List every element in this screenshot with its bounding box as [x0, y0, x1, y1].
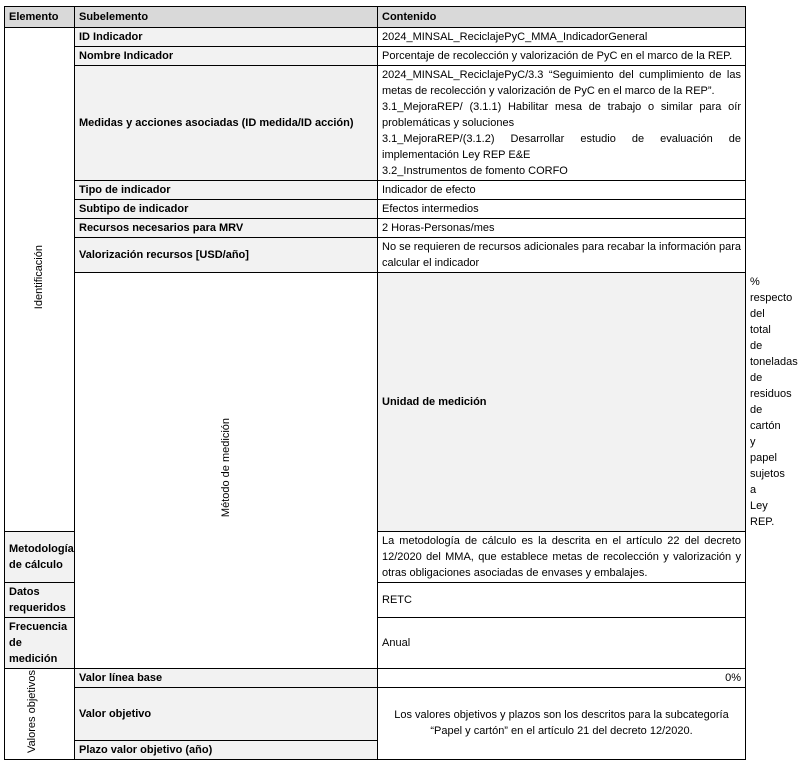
row-value-valor-objetivo: Los valores objetivos y plazos son los descritos para la subcategoría “Papel y cartón” en el artículo 21 del decreto 12/2020.: [378, 688, 746, 760]
medida-line-2: 3.1_MejoraREP/ (3.1.1) Habilitar mesa de trabajo o similar para oír problemáticas y soluciones: [382, 101, 741, 129]
row-value-medidas: [378, 66, 746, 181]
group-valores: [5, 669, 75, 760]
table-row: [5, 28, 746, 47]
table-row: [5, 47, 746, 66]
row-label-unidad: Unidad de medición: [378, 273, 746, 532]
row-label-valor-objetivo: Valor objetivo: [75, 688, 378, 741]
header-subelemento: Subelemento: [75, 7, 378, 28]
table-row: [5, 238, 746, 273]
row-label-datos: Datos requeridos: [5, 583, 75, 618]
row-label-nombre-indicador: Nombre Indicador: [75, 47, 378, 66]
table-row: [5, 181, 746, 200]
row-label-plazo: Plazo valor objetivo (año): [75, 740, 378, 759]
row-value-metodologia: La metodología de cálculo es la descrita en el artículo 22 del decreto 12/2020 del MMA, que establece metas de recolección y valorización y otras obligaciones asociadas de envases y embalajes.: [378, 532, 746, 583]
table-row: Método de medición Unidad de medición % respecto del total de toneladas de residuos de cartón y papel sujetos a Ley REP.: [5, 273, 746, 532]
row-value-frecuencia: Anual: [378, 618, 746, 669]
row-label-medidas: Medidas y acciones asociadas (ID medida/ID acción): [75, 66, 378, 181]
row-label-id-indicador: ID Indicador: [75, 28, 378, 47]
row-label-recursos: Recursos necesarios para MRV: [75, 219, 378, 238]
table-row: [5, 688, 746, 741]
medida-line-1: 2024_MINSAL_ReciclajePyC/3.3 “Seguimiento del cumplimiento de las metas de recolección y valorización de PyC en el marco de la REP”.: [382, 69, 741, 97]
row-label-valorizacion: Valorización recursos [USD/año]: [75, 238, 378, 273]
group-label-metodo: Método de medición: [219, 418, 232, 518]
group-metodo: [75, 273, 378, 669]
group-identificacion: [5, 28, 75, 532]
table-row: [5, 66, 746, 181]
row-value-subtipo: Efectos intermedios: [378, 200, 746, 219]
row-value-id-indicador: 2024_MINSAL_ReciclajePyC_MMA_IndicadorGeneral: [378, 28, 746, 47]
medida-line-4: 3.2_Instrumentos de fomento CORFO: [382, 165, 568, 177]
header-contenido: Contenido: [378, 7, 746, 28]
row-label-metodologia: Metodología de cálculo: [5, 532, 75, 583]
row-value-recursos: 2 Horas-Personas/mes: [378, 219, 746, 238]
row-value-valorizacion: No se requieren de recursos adicionales para recabar la información para calcular el indicador: [378, 238, 746, 273]
group-label-valores: Valores objetivos: [25, 670, 38, 753]
row-label-tipo: Tipo de indicador: [75, 181, 378, 200]
row-label-linea-base: Valor línea base: [75, 669, 378, 688]
row-value-datos: RETC: [378, 583, 746, 618]
row-label-subtipo: Subtipo de indicador: [75, 200, 378, 219]
table-row: [5, 200, 746, 219]
header-row: [5, 7, 746, 28]
header-elemento: Elemento: [5, 7, 75, 28]
row-value-linea-base: 0%: [378, 669, 746, 688]
indicator-table: [4, 6, 798, 760]
medida-line-3: 3.1_MejoraREP/(3.1.2) Desarrollar estudio de evaluación de implementación Ley REP E&E: [382, 133, 741, 161]
table-row: [5, 669, 746, 688]
row-label-frecuencia: Frecuencia de medición: [5, 618, 75, 669]
row-value-nombre-indicador: Porcentaje de recolección y valorización de PyC en el marco de la REP.: [378, 47, 746, 66]
group-label-identificacion: Identificación: [33, 244, 45, 310]
row-value-tipo: Indicador de efecto: [378, 181, 746, 200]
table-row: [5, 219, 746, 238]
